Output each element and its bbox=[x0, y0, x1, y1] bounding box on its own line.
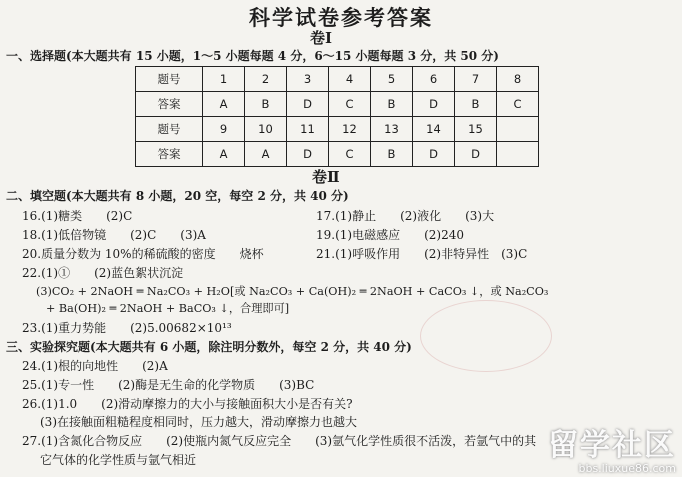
table-cell: C bbox=[329, 92, 371, 117]
answer-23: 23.(1)重力势能 (2)5.00682×10¹³ bbox=[22, 321, 232, 335]
table-cell: 7 bbox=[455, 67, 497, 92]
table-cell: D bbox=[413, 92, 455, 117]
table-cell bbox=[497, 142, 539, 167]
table-cell: 题号 bbox=[136, 117, 203, 142]
table-cell: 11 bbox=[287, 117, 329, 142]
table-cell: C bbox=[497, 92, 539, 117]
table-cell: 1 bbox=[203, 67, 245, 92]
table-cell: D bbox=[413, 142, 455, 167]
table-cell: 9 bbox=[203, 117, 245, 142]
site-watermark bbox=[548, 420, 676, 475]
volume-2-heading: 卷Ⅱ bbox=[312, 168, 340, 186]
table-cell: 4 bbox=[329, 67, 371, 92]
answer-27-continued: 它气体的化学性质与氩气相近 bbox=[40, 453, 197, 467]
table-cell: A bbox=[203, 92, 245, 117]
faint-stamp-mark bbox=[420, 300, 552, 372]
section-3-heading: 三、实验探究题(本大题共有 6 小题，除注明分数外，每空 2 分，共 40 分) bbox=[6, 340, 412, 354]
table-cell: 题号 bbox=[136, 67, 203, 92]
table-row bbox=[136, 92, 539, 117]
table-cell: A bbox=[245, 142, 287, 167]
answer-24: 24.(1)根的向地性 (2)A bbox=[22, 359, 168, 373]
table-row bbox=[136, 142, 539, 167]
table-cell: C bbox=[329, 142, 371, 167]
answer-25: 25.(1)专一性 (2)酶是无生命的化学物质 (3)BC bbox=[22, 378, 315, 392]
answer-20: 20.质量分数为 10%的稀硫酸的密度 烧杯 bbox=[22, 247, 264, 261]
table-cell: 15 bbox=[455, 117, 497, 142]
answer-21: 21.(1)呼吸作用 (2)非特异性 (3)C bbox=[316, 247, 528, 261]
table-cell: 13 bbox=[371, 117, 413, 142]
table-cell: 14 bbox=[413, 117, 455, 142]
table-cell: 3 bbox=[287, 67, 329, 92]
answer-22-part-3: (3)CO₂ + 2NaOH ═ Na₂CO₃ + H₂O[或 Na₂CO₃ + Ca(OH)₂ ═ 2NaOH + CaCO₃ ↓，或 Na₂CO₃ bbox=[36, 285, 549, 298]
table-cell: D bbox=[287, 142, 329, 167]
watermark-url: bbs.liuxue86.com bbox=[578, 462, 676, 475]
table-cell: A bbox=[203, 142, 245, 167]
page-title: 科学试卷参考答案 bbox=[249, 6, 433, 30]
table-row bbox=[136, 117, 539, 142]
section-2-heading: 二、填空题(本大题共有 8 小题，20 空，每空 2 分，共 40 分) bbox=[6, 189, 349, 203]
table-cell bbox=[497, 117, 539, 142]
table-cell: D bbox=[287, 92, 329, 117]
table-cell: 答案 bbox=[136, 92, 203, 117]
answer-27: 27.(1)含氮化合物反应 (2)使瓶内氮气反应完全 (3)氩气化学性质很不活泼，若氩气中的其 bbox=[22, 434, 537, 448]
table-cell: 6 bbox=[413, 67, 455, 92]
answer-17: 17.(1)静止 (2)液化 (3)大 bbox=[316, 209, 495, 223]
volume-1-heading: 卷Ⅰ bbox=[310, 29, 333, 47]
table-cell: B bbox=[245, 92, 287, 117]
answer-18: 18.(1)低倍物镜 (2)C (3)A bbox=[22, 228, 206, 242]
answer-26-part-3: (3)在接触面粗糙程度相同时，压力越大，滑动摩擦力也越大 bbox=[40, 415, 358, 429]
answer-16: 16.(1)糖类 (2)C bbox=[22, 209, 133, 223]
table-cell: 5 bbox=[371, 67, 413, 92]
answer-19: 19.(1)电磁感应 (2)240 bbox=[316, 228, 464, 242]
table-cell: 2 bbox=[245, 67, 287, 92]
table-cell: D bbox=[455, 142, 497, 167]
table-row bbox=[136, 67, 539, 92]
answer-table bbox=[135, 66, 539, 167]
table-cell: 12 bbox=[329, 117, 371, 142]
answer-22-part-3-continued: + Ba(OH)₂ ═ 2NaOH + BaCO₃ ↓，合理即可] bbox=[46, 302, 290, 315]
table-cell: 10 bbox=[245, 117, 287, 142]
section-1-heading: 一、选择题(本大题共有 15 小题，1～5 小题每题 4 分，6～15 小题每题 3 分，共 50 分) bbox=[6, 49, 499, 63]
answer-22-part-1: 22.(1)① (2)蓝色絮状沉淀 bbox=[22, 266, 184, 280]
table-cell: B bbox=[455, 92, 497, 117]
table-cell: 8 bbox=[497, 67, 539, 92]
table-cell: B bbox=[371, 142, 413, 167]
table-cell: B bbox=[371, 92, 413, 117]
watermark-brand: 留学社区 bbox=[548, 428, 676, 463]
table-cell: 答案 bbox=[136, 142, 203, 167]
answer-26-parts-1-2: 26.(1)1.0 (2)滑动摩擦力的大小与接触面积大小是否有关? bbox=[22, 397, 353, 411]
